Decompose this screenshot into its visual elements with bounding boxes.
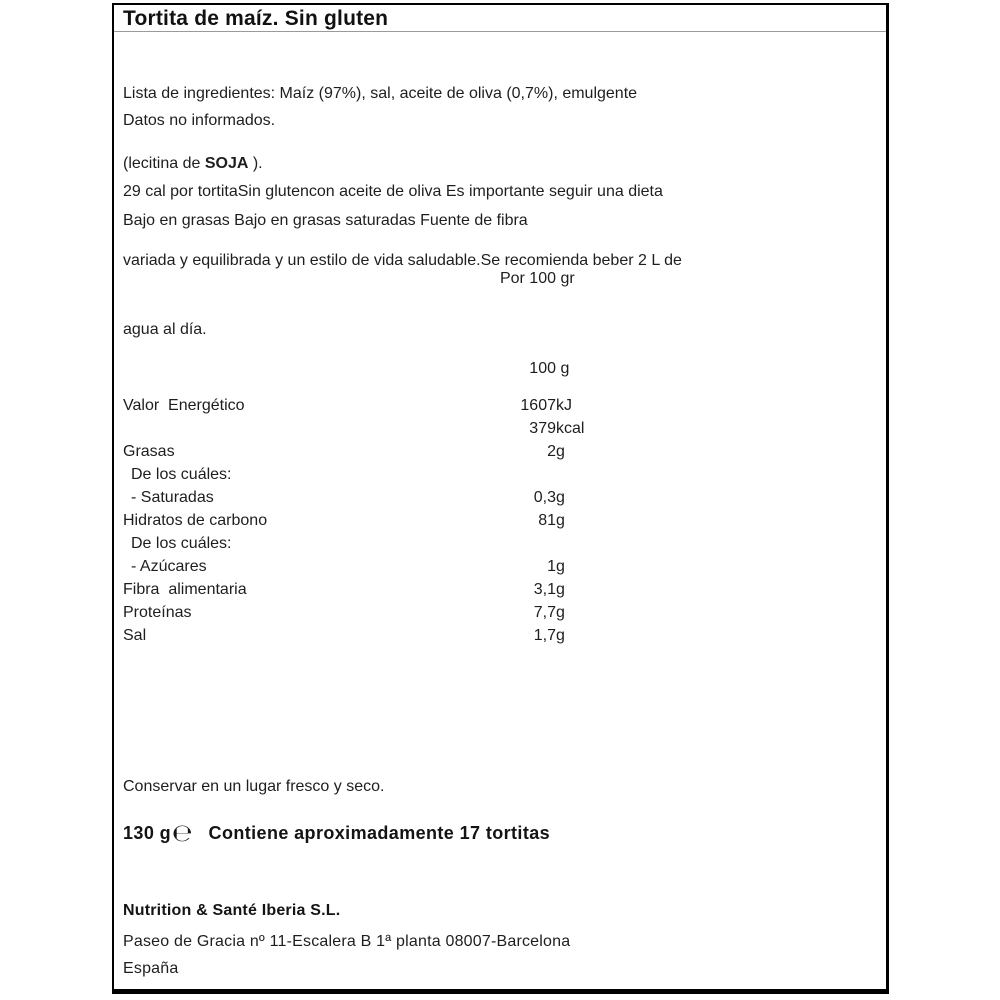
nutrition-row	[123, 394, 886, 417]
nutrient-value: 81	[538, 512, 556, 529]
nutrient-label: De los cuáles:	[131, 535, 232, 552]
allergen-soja: SOJA	[204, 155, 249, 172]
net-weight: 130 g	[123, 823, 172, 843]
claims-line: variada y equilibrada y un estilo de vida saludable.Se recomienda beber 2 L de	[123, 252, 682, 269]
nutrient-label: Valor Energético	[123, 397, 245, 414]
nutrient-label: Hidratos de carbono	[123, 512, 268, 529]
title-divider	[114, 31, 886, 32]
nutrient-unit: kcal	[556, 420, 585, 437]
nutrient-unit	[556, 463, 886, 486]
nutrition-row	[123, 417, 886, 440]
product-title: Tortita de maíz. Sin gluten	[123, 7, 389, 30]
nutrient-unit: g	[556, 512, 565, 529]
nutrient-label	[123, 417, 453, 440]
nutrient-label: - Azúcares	[131, 558, 207, 575]
nutrient-label: - Saturadas	[131, 489, 214, 506]
nutrient-label: Fibra alimentaria	[123, 581, 247, 598]
claims-line: agua al día.	[123, 321, 207, 338]
per-100-header-text: Por 100	[499, 270, 556, 287]
column-header-spacer	[123, 357, 453, 380]
nutrition-row	[123, 578, 886, 601]
nutrient-unit: g	[556, 581, 565, 598]
nutrient-label: De los cuáles:	[131, 466, 232, 483]
nutrient-unit: kJ	[556, 397, 572, 414]
column-header-row	[123, 357, 886, 380]
nutrient-value: 379	[529, 420, 556, 437]
nutrition-row	[123, 440, 886, 463]
nutrient-label: Sal	[123, 627, 147, 644]
nutrition-row	[123, 532, 886, 555]
ingredients-line-1: Lista de ingredientes: Maíz (97%), sal, aceite de oliva (0,7%), emulgente	[123, 85, 638, 102]
nutrient-value: 0,3	[533, 489, 556, 506]
nutrient-unit: g	[556, 443, 565, 460]
nutrition-row	[123, 463, 886, 486]
nutrient-unit: g	[556, 489, 565, 506]
estimated-sign: ℮	[172, 819, 193, 847]
column-header-unit: g	[556, 360, 570, 377]
nutrient-label: Proteínas	[123, 604, 192, 621]
contains-text: Contiene aproximadamente 17 tortitas	[208, 823, 551, 843]
nutrient-value: 2	[547, 443, 556, 460]
label-box	[112, 3, 889, 994]
no-data-text: Datos no informados.	[123, 112, 276, 129]
manufacturer-name: Nutrition & Santé Iberia S.L.	[123, 902, 341, 919]
nutrition-row	[123, 624, 886, 647]
per-100-header	[114, 267, 886, 290]
benefits-text: Bajo en grasas Bajo en grasas saturadas Fuente de fibra	[123, 212, 528, 229]
per-100-header-unit: gr	[556, 270, 575, 287]
claims-text	[123, 134, 682, 387]
manufacturer-address: Paseo de Gracia nº 11-Escalera B 1ª planta 08007-Barcelona	[123, 933, 571, 950]
nutrition-row	[123, 601, 886, 624]
column-header-value: 100	[529, 360, 556, 377]
manufacturer-country: España	[123, 960, 179, 977]
nutrition-table	[114, 387, 886, 647]
nutrient-unit: g	[556, 604, 565, 621]
nutrient-value: 1	[547, 558, 556, 575]
nutrient-value	[453, 532, 556, 555]
label-content	[114, 5, 886, 989]
nutrient-unit: g	[556, 558, 565, 575]
storage-text: Conservar en un lugar fresco y seco.	[123, 778, 385, 795]
nutrient-value: 3,1	[533, 581, 556, 598]
nutrition-column-header	[114, 357, 886, 380]
per-100-header-row	[123, 267, 886, 290]
ingredients-line-2-prefix: (lecitina de	[123, 155, 205, 172]
net-quantity	[123, 819, 550, 847]
ingredients-line-2-suffix: ).	[248, 155, 263, 172]
claims-line: 29 cal por tortitaSin glutencon aceite de oliva Es importante seguir una dieta	[123, 183, 663, 200]
nutrient-unit	[556, 532, 886, 555]
nutrient-label: Grasas	[123, 443, 175, 460]
nutrient-value: 1,7	[533, 627, 556, 644]
nutrient-value	[453, 463, 556, 486]
nutrition-row	[123, 555, 886, 578]
nutrition-row	[123, 486, 886, 509]
nutrient-value: 1607	[520, 397, 556, 414]
per-100-header-spacer	[123, 267, 453, 290]
nutrition-row	[123, 509, 886, 532]
nutrient-value: 7,7	[533, 604, 556, 621]
nutrient-unit: g	[556, 627, 565, 644]
